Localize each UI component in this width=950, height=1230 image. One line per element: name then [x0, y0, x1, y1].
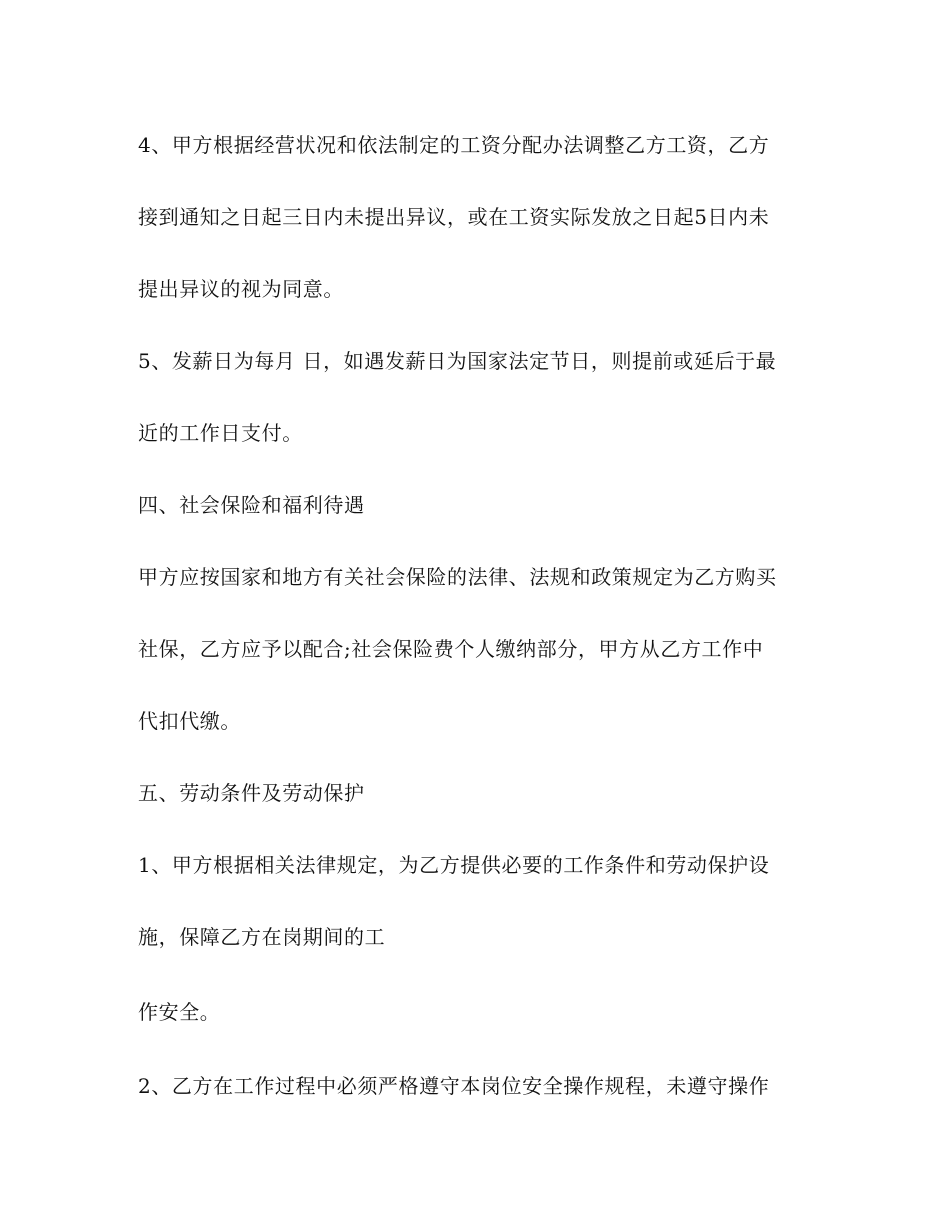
- section-5-item-2-line-1: 2、乙方在工作过程中必须严格遵守本岗位安全操作规程，未遵守操作: [138, 1074, 770, 1098]
- clause-4-line-3: 提出异议的视为同意。: [138, 277, 344, 301]
- section-4-paragraph-line-2: 社保，乙方应予以配合;社会保险费个人缴纳部分，甲方从乙方工作中: [138, 637, 764, 661]
- clause-5-line-2: 近的工作日支付。: [138, 421, 303, 445]
- clause-4-line-2: 接到通知之日起三日内未提出异议，或在工资实际发放之日起5日内未: [138, 205, 770, 229]
- clause-4-line-1: 4、甲方根据经营状况和依法制定的工资分配办法调整乙方工资，乙方: [138, 133, 770, 157]
- section-4-paragraph-line-1: 甲方应按国家和地方有关社会保险的法律、法规和政策规定为乙方购买: [138, 565, 777, 589]
- clause-5-line-1: 5、发薪日为每月 日，如遇发薪日为国家法定节日，则提前或延后于最: [138, 349, 777, 373]
- section-4-heading: 四、社会保险和福利待遇: [138, 493, 365, 517]
- section-5-item-1-line-1: 1、甲方根据相关法律规定，为乙方提供必要的工作条件和劳动保护设: [138, 853, 770, 877]
- section-4-paragraph-line-3: 代扣代缴。: [138, 709, 241, 733]
- section-5-heading: 五、劳动条件及劳动保护: [138, 781, 365, 805]
- section-5-item-1-line-3: 作安全。: [138, 1000, 221, 1024]
- section-5-item-1-line-2: 施，保障乙方在岗期间的工: [138, 925, 386, 949]
